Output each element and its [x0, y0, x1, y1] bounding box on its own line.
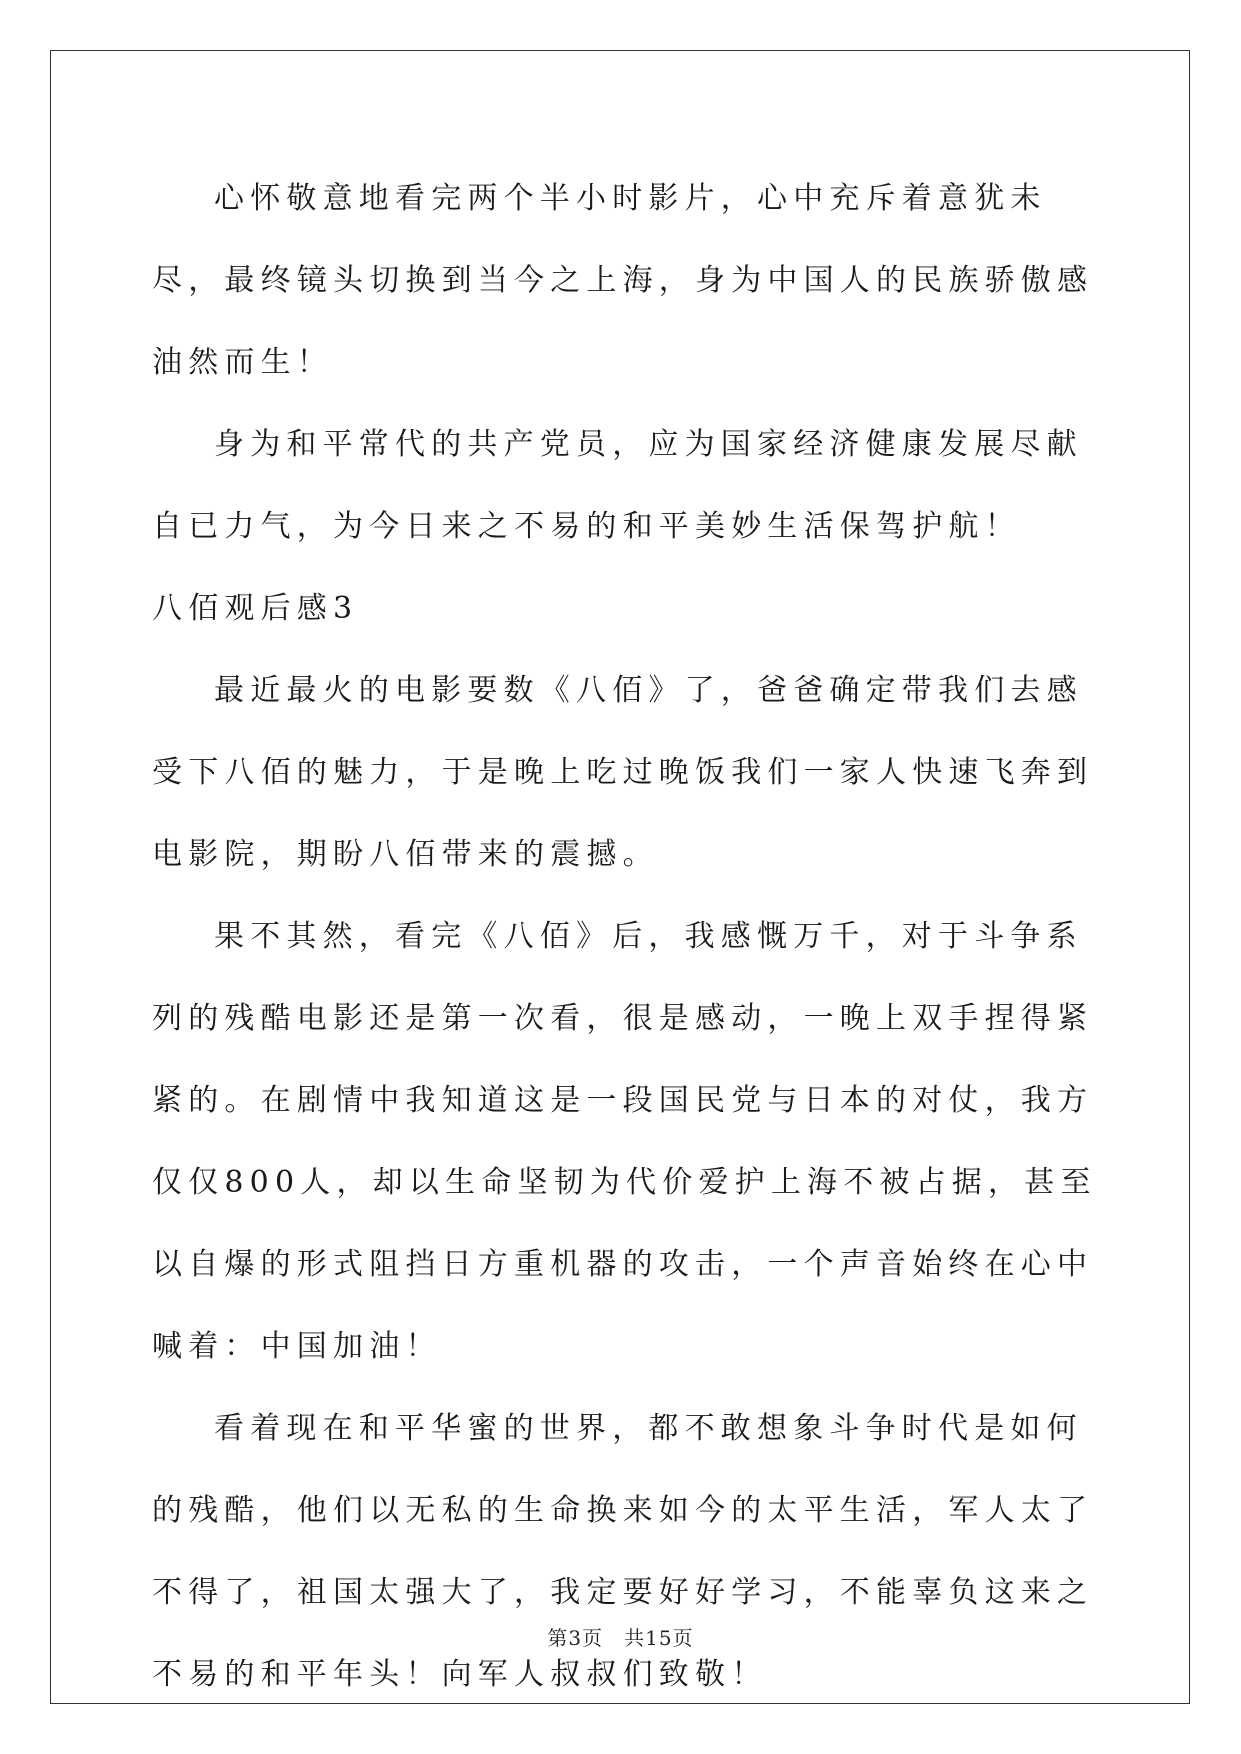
paragraph: 果不其然，看完《八佰》后，我感慨万千，对于斗争系列的残酷电影还是第一次看，很是感动，一晚上双手捏得紧紧的。在剧情中我知道这是一段国民党与日本的对仗，我方仅仅800人，却以生命坚韧为代价爱护上海不被占据，甚至以自爆的形式阻挡日方重机器的攻击，一个声音始终在心中喊着：中国加油！ [152, 919, 1097, 1364]
paragraph: 身为和平常代的共产党员，应为国家经济健康发展尽献自已力气，为今日来之不易的和平美妙生活保驾护航！ [152, 427, 1083, 544]
paragraph: 心怀敬意地看完两个半小时影片，心中充斥着意犹未尽，最终镜头切换到当今之上海，身为中国人的民族骄傲感油然而生！ [152, 181, 1094, 380]
paragraph: 看着现在和平华蜜的世界，都不敢想象斗争时代是如何的残酷，他们以无私的生命换来如今的太平生活，军人太了不得了，祖国太强大了，我定要好好学习，不能辜负这来之不易的和平年头！向军人叔叔们致敬！ [152, 1411, 1094, 1692]
section-heading: 八佰观后感3 [152, 591, 359, 626]
paragraph: 最近最火的电影要数《八佰》了，爸爸确定带我们去感受下八佰的魅力，于是晚上吃过晚饭我们一家人快速飞奔到电影院，期盼八佰带来的震撼。 [152, 673, 1094, 872]
page-number-footer: 第3页 共15页 [547, 1626, 694, 1650]
document-body [152, 158, 1112, 1716]
